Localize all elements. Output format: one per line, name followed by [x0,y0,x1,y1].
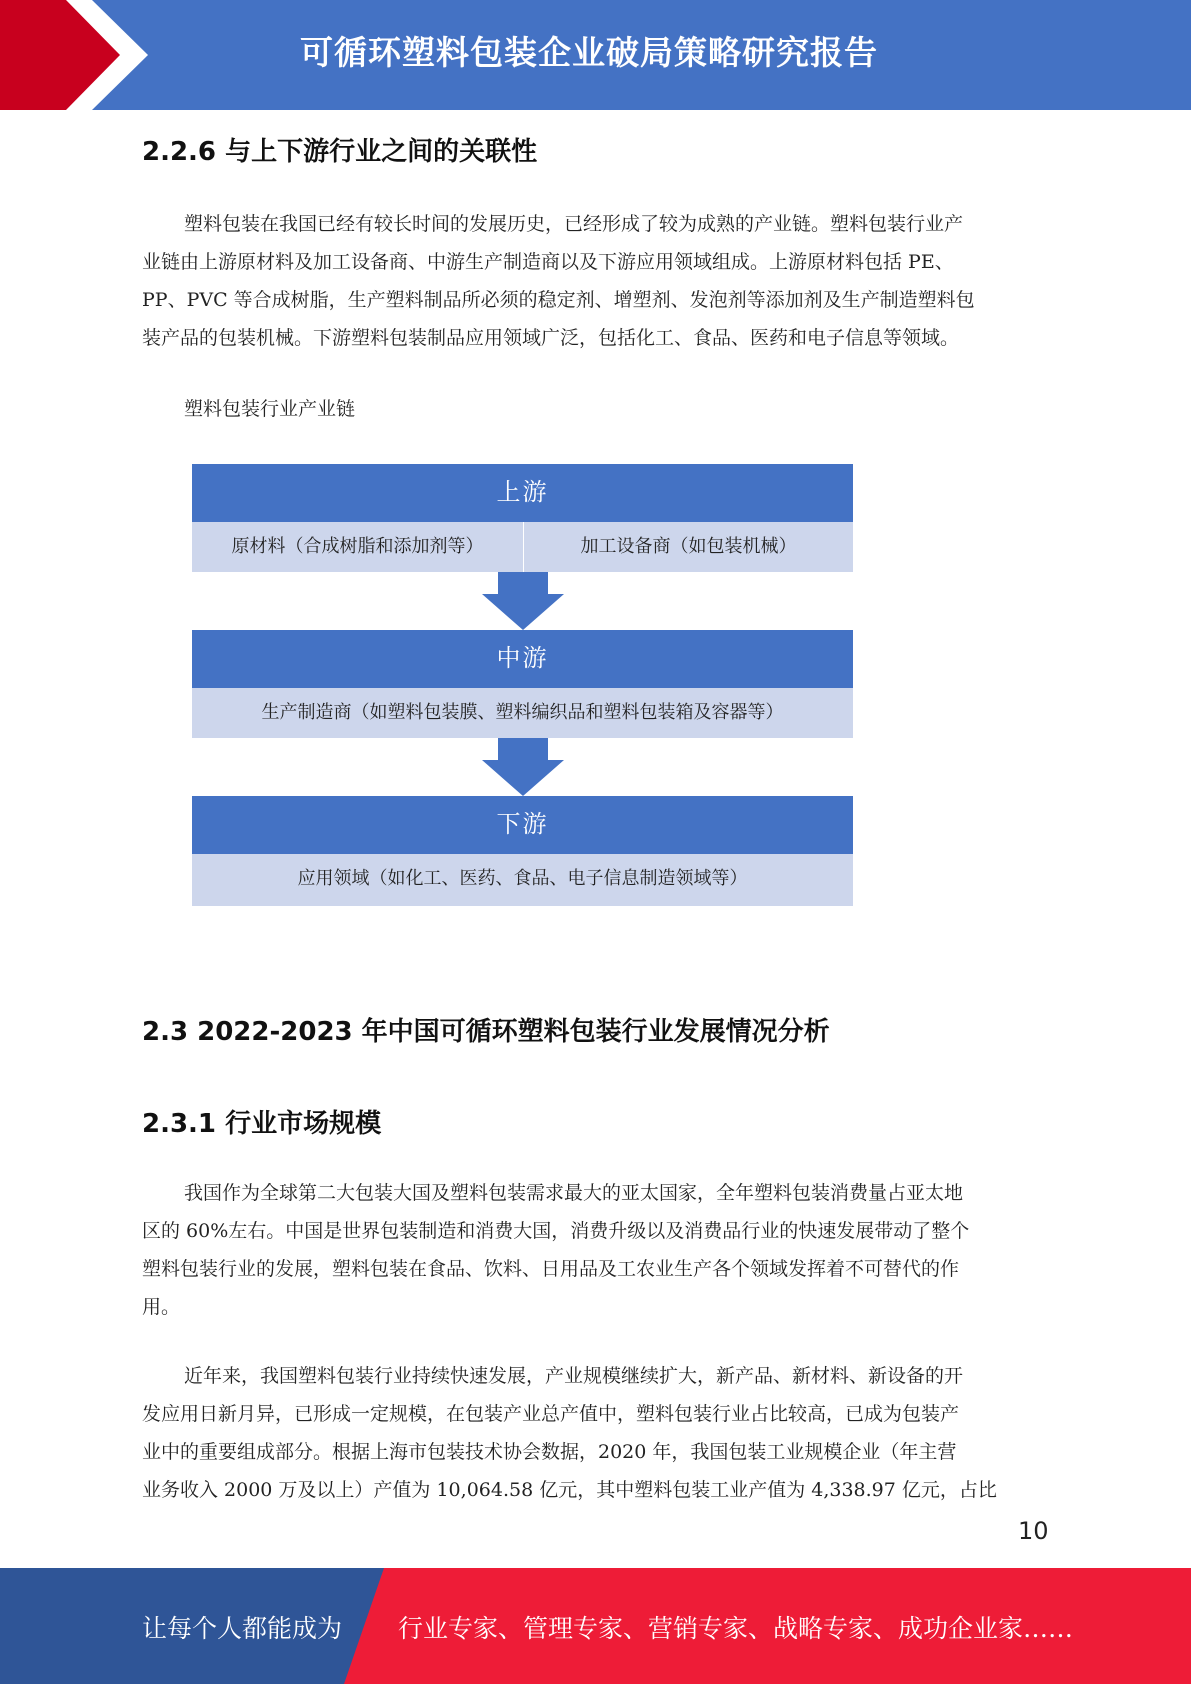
down-arrow-icon [482,572,564,630]
footer-slogan-left: 让每个人都能成为 [142,1614,343,1643]
upstream-raw-materials: 原材料（合成树脂和添加剂等） [231,536,484,557]
header-chevron-icon [0,0,160,110]
midstream-body [192,688,853,738]
paragraph-market-size-1 [142,1174,1047,1326]
paragraph-line: 业务收入 2000 万及以上）产值为 10,064.58 亿元，其中塑料包装工业产值为 4,338.97 亿元，占比 [142,1479,997,1501]
page-footer [0,1568,1191,1684]
paragraph-line: 近年来，我国塑料包装行业持续快速发展，产业规模继续扩大，新产品、新材料、新设备的开 [184,1365,964,1387]
paragraph-line: 我国作为全球第二大包装大国及塑料包装需求最大的亚太国家，全年塑料包装消费量占亚太地 [184,1182,964,1204]
paragraph-line: 发应用日新月异，已形成一定规模，在包装产业总产值中，塑料包装行业占比较高，已成为包装产 [142,1403,960,1425]
paragraph-line: 业链由上游原材料及加工设备商、中游生产制造商以及下游应用领域组成。上游原材料包括 PE、 [142,251,954,273]
upstream-body [192,522,853,572]
midstream-manufacturers: 生产制造商（如塑料包装膜、塑料编织品和塑料包装箱及容器等） [261,702,784,723]
upstream-equipment: 加工设备商（如包装机械） [580,536,797,557]
figure-caption: 塑料包装行业产业链 [184,398,356,420]
page-header [0,0,1191,110]
industry-chain-diagram [192,464,853,906]
paragraph-line: 用。 [142,1296,181,1318]
paragraph-line: 区的 60%左右。中国是世界包装制造和消费大国，消费升级以及消费品行业的快速发展带动了整个 [142,1220,970,1242]
midstream-title: 中游 [192,630,853,688]
heading-2-2-6: 2.2.6 与上下游行业之间的关联性 [142,137,538,167]
paragraph-market-size-2 [142,1357,1047,1509]
paragraph-line: PP、PVC 等合成树脂，生产塑料制品所必须的稳定剂、增塑剂、发泡剂等添加剂及生产制造塑料包 [142,289,975,311]
paragraph-line: 塑料包装在我国已经有较长时间的发展历史，已经形成了较为成熟的产业链。塑料包装行业产 [184,213,964,235]
report-title: 可循环塑料包装企业破局策略研究报告 [300,33,878,72]
upstream-title: 上游 [192,464,853,522]
downstream-applications: 应用领域（如化工、医药、食品、电子信息制造领域等） [297,868,748,889]
paragraph-industry-chain [142,205,1047,357]
heading-2-3-1: 2.3.1 行业市场规模 [142,1109,382,1139]
footer-slogan-right: 行业专家、管理专家、营销专家、战略专家、成功企业家…… [398,1614,1074,1643]
paragraph-line: 装产品的包装机械。下游塑料包装制品应用领域广泛，包括化工、食品、医药和电子信息等领域。 [142,327,960,349]
downstream-body [192,854,853,906]
downstream-title: 下游 [192,796,853,854]
heading-2-3: 2.3 2022-2023 年中国可循环塑料包装行业发展情况分析 [142,1017,830,1047]
page-number: 10 [1018,1517,1049,1545]
paragraph-line: 塑料包装行业的发展，塑料包装在食品、饮料、日用品及工农业生产各个领域发挥着不可替代的作 [142,1258,960,1280]
down-arrow-icon [482,738,564,796]
paragraph-line: 业中的重要组成部分。根据上海市包装技术协会数据，2020 年，我国包装工业规模企业（年主营 [142,1441,957,1463]
